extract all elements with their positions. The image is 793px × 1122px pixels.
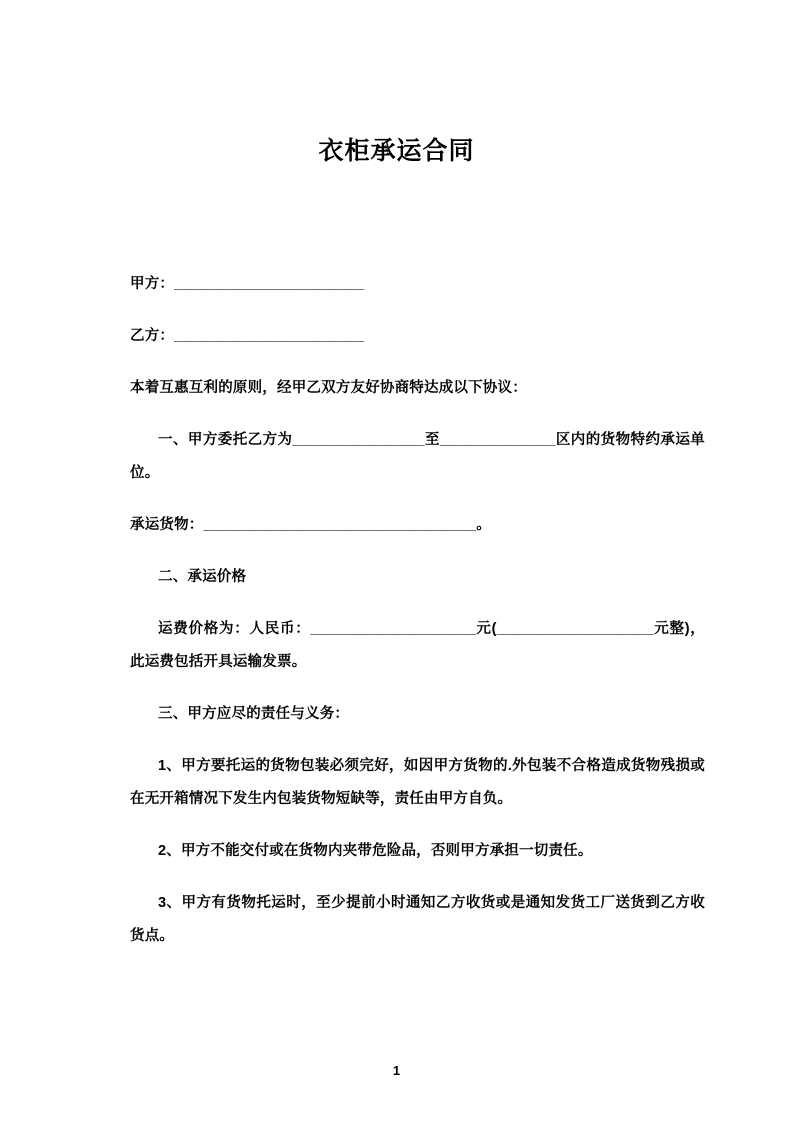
paragraph-clause-3: 三、甲方应尽的责任与义务： bbox=[158, 706, 350, 722]
paragraph-goods-line: 承运货物：_________________________________。 bbox=[130, 517, 491, 533]
paragraph-price-line: 运费价格为：人民币：____________________元(___________________元整)，此运费包括开具运输发票。 bbox=[130, 621, 705, 670]
paragraph-party-a: 甲方：_______________________ bbox=[130, 276, 365, 292]
paragraph-preamble: 本着互惠互利的原则，经甲乙双方友好协商特达成以下协议： bbox=[130, 380, 527, 396]
paragraph-clause-3-3: 3、甲方有货物托运时，至少提前小时通知乙方收货或是通知发货工厂送货到乙方收货点。 bbox=[130, 895, 705, 944]
paragraph-party-b: 乙方：_______________________ bbox=[130, 328, 365, 344]
page-title: 衣柜承运合同 bbox=[318, 137, 475, 165]
paragraph-clause-2: 二、承运价格 bbox=[158, 569, 247, 585]
page-number: 1 bbox=[392, 1063, 401, 1078]
paragraph-clause-1: 一、甲方委托乙方为________________至______________区内的货物特约承运单位。 bbox=[130, 432, 705, 481]
paragraph-clause-3-1: 1、甲方要托运的货物包装必须完好，如因甲方货物的.外包装不合格造成货物残损或在无开箱情况下发生内包装货物短缺等，责任由甲方自负。 bbox=[130, 758, 705, 807]
paragraph-clause-3-2: 2、甲方不能交付或在货物内夹带危险品，否则甲方承担一切责任。 bbox=[158, 843, 593, 859]
document-body bbox=[0, 268, 793, 953]
